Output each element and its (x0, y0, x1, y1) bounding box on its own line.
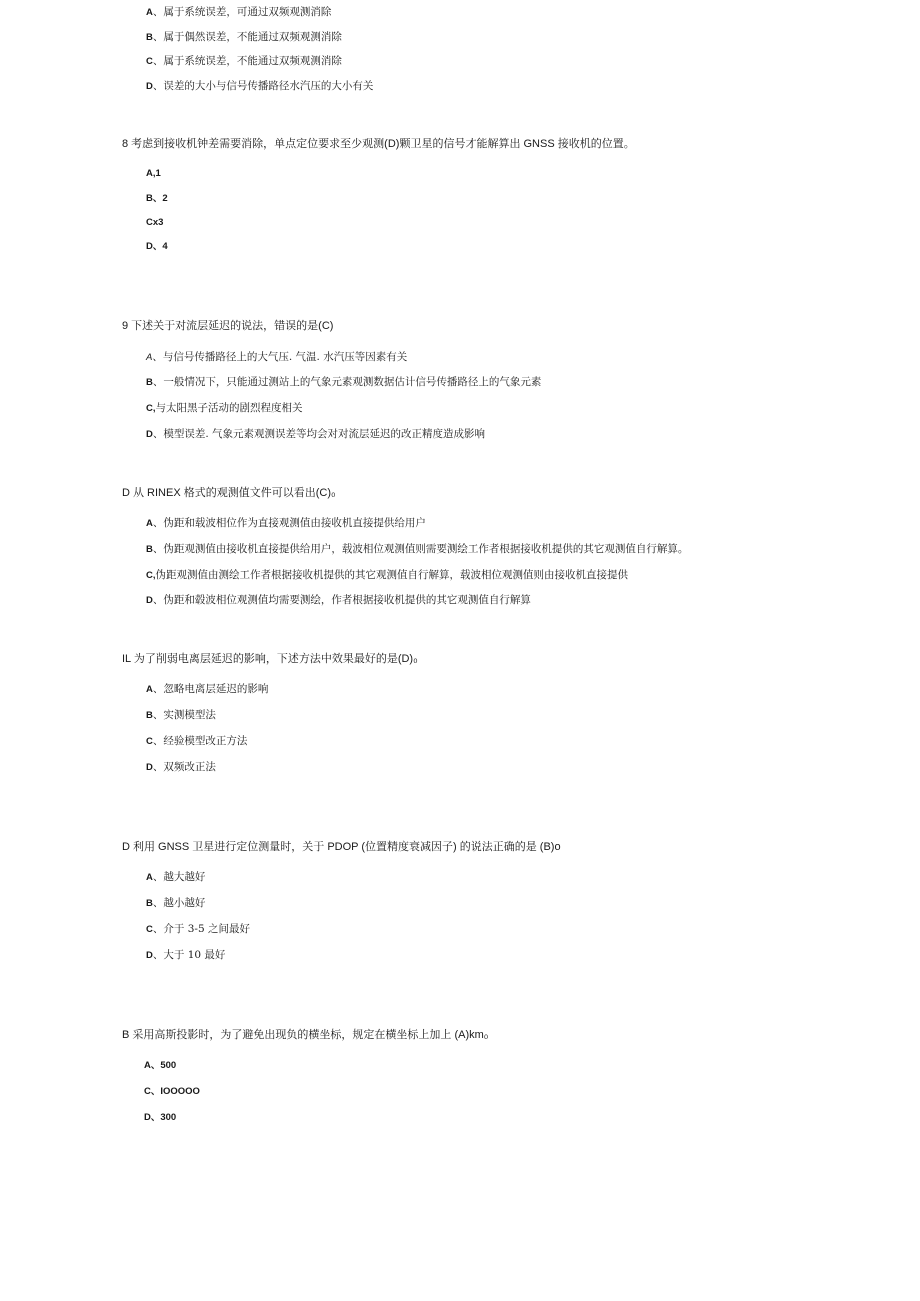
q8-option-a: A,1 (146, 168, 161, 179)
question-8: 8 考虑到接收机钟差需要消除，单点定位要求至少观测(D)颗卫星的信号才能解算出 GNSS 接收机的位置。 (122, 138, 635, 150)
q10-option-c: C,伪距观测值由测绘工作者根据接收机提供的其它观测值自行解算，载波相位观测值则由接收机直接提供 (146, 569, 628, 581)
q10-option-a: A、伪距和载波相位作为直接观测值由接收机直接提供给用户 (146, 517, 426, 529)
question-12: D 利用 GNSS 卫星进行定位测量时，关于 PDOP (位置精度衰减因子) 的说法正确的是 (B)o (122, 841, 561, 853)
q7-option-a: A、属于系统误差，可通过双频观测消除 (146, 6, 332, 18)
question-11: IL 为了削弱电离层延迟的影响，下述方法中效果最好的是(D)₀ (122, 653, 418, 665)
question-13: B 采用高斯投影时，为了避免出现负的横坐标，规定在横坐标上加上 (A)km₀ (122, 1029, 489, 1041)
q9-option-a: A、与信号传播路径上的大气压. 气温. 水汽压等因素有关 (146, 351, 408, 363)
q12-option-b: B、越小越好 (146, 897, 206, 909)
q12-option-a: A、越大越好 (146, 871, 206, 883)
q11-option-b: B、实测模型法 (146, 709, 216, 721)
q9-option-b: B、一般情况下，只能通过测站上的气象元素观测数据估计信号传播路径上的气象元素 (146, 376, 542, 388)
q8-option-b: B、2 (146, 193, 168, 204)
q12-option-c: C、介于 3-5 之间最好 (146, 923, 250, 935)
q10-option-b: B、伪距观测值由接收机直接提供给用户，载波相位观测值则需要测绘工作者根据接收机提供的其它观测值自行解算。 (146, 543, 689, 555)
q13-option-d: D、300 (144, 1112, 177, 1123)
q7-option-d: D、误差的大小与信号传播路径水汽压的大小有关 (146, 80, 374, 92)
q12-option-d: D、大于 10 最好 (146, 949, 226, 961)
q8-option-c: Cx3 (146, 217, 164, 228)
q13-option-a: A、500 (144, 1060, 177, 1071)
q7-option-c: C、属于系统误差，不能通过双频观测消除 (146, 55, 342, 67)
q11-option-c: C、经验模型改正方法 (146, 735, 248, 747)
q11-option-a: A、忽略电离层延迟的影响 (146, 683, 269, 695)
question-10: D 从 RINEX 格式的观测值文件可以看出(C)₀ (122, 487, 336, 499)
q9-option-d: D、模型误差. 气象元素观测误差等均会对对流层延迟的改正精度造成影响 (146, 428, 486, 440)
q10-option-d: D、伪距和毂波相位观测值均需要测绘，作者根据接收机提供的其它观测值自行解算 (146, 594, 531, 606)
q13-option-c: C、IOOOOO (144, 1086, 200, 1097)
q9-option-c: C,与太阳黑子活动的剧烈程度相关 (146, 402, 303, 414)
q8-option-d: D、4 (146, 241, 168, 252)
q7-option-b: B、属于偶然误差，不能通过双频观测消除 (146, 31, 342, 43)
q11-option-d: D、双频改正法 (146, 761, 216, 773)
question-9: 9 下述关于对流层延迟的说法，错误的是(C) (122, 320, 334, 332)
